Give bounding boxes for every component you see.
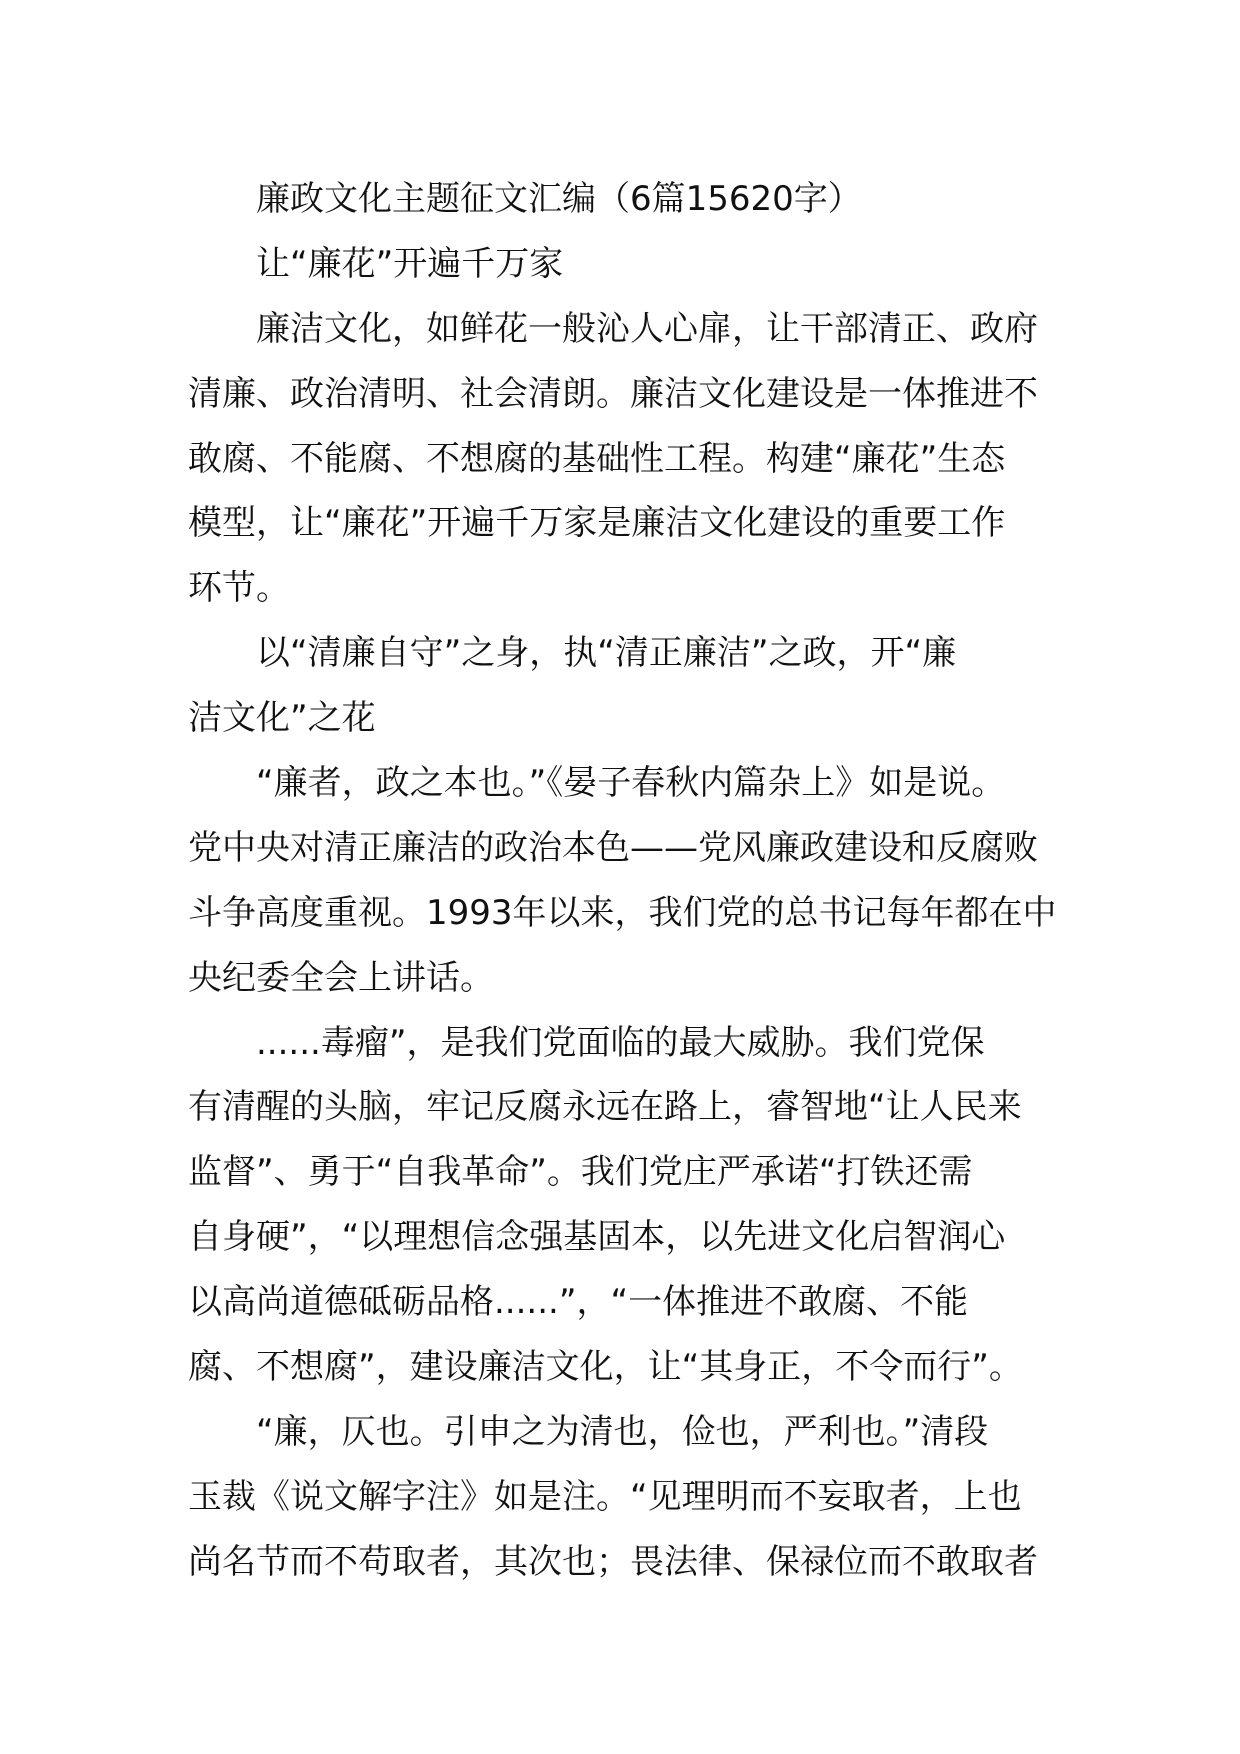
paragraph-line: “廉，仄也。引申之为清也，俭也，严利也。”清段 bbox=[256, 1411, 989, 1452]
paragraph-line: ......毒瘤”，是我们党面临的最大威胁。我们党保 bbox=[256, 1022, 985, 1063]
paragraph-line: “廉者，政之本也。”《晏子春秋内篇杂上》如是说。 bbox=[256, 763, 1006, 804]
paragraph-line: 党中央对清正廉洁的政治本色——党风廉政建设和反腐败 bbox=[188, 827, 1038, 868]
paragraph-line: 清廉、政治清明、社会清朗。廉洁文化建设是一体推进不 bbox=[188, 373, 1038, 414]
section-heading: 让“廉花”开遍千万家 bbox=[256, 243, 564, 284]
paragraph-line: 廉洁文化，如鲜花一般沁人心扉，让干部清正、政府 bbox=[256, 308, 1038, 349]
subheading-line: 洁文化”之花 bbox=[188, 698, 376, 739]
paragraph-line: 腐、不想腐”，建设廉洁文化，让“其身正，不令而行”。 bbox=[188, 1347, 1023, 1388]
paragraph-line: 自身硬”，“以理想信念强基固本，以先进文化启智润心 bbox=[188, 1217, 1006, 1258]
paragraph-line: 有清醒的头脑，牢记反腐永远在路上，睿智地“让人民来 bbox=[188, 1087, 1022, 1128]
paragraph-line: 玉裁《说文解字注》如是注。“见理明而不妄取者，上也 bbox=[188, 1476, 1022, 1517]
paragraph-line: 斗争高度重视。1993年以来，我们党的总书记每年都在中 bbox=[188, 892, 1057, 933]
paragraph-line: 监督”、勇于“自我革命”。我们党庄严承诺“打铁还需 bbox=[188, 1152, 973, 1193]
paragraph-line: 环节。 bbox=[188, 568, 290, 609]
paragraph-line: 以高尚道德砥砺品格......”，“一体推进不敢腐、不能 bbox=[188, 1282, 969, 1323]
document-body bbox=[188, 170, 1068, 1598]
paragraph-line: 敢腐、不能腐、不想腐的基础性工程。构建“廉花”生态 bbox=[188, 438, 1006, 479]
subheading-line: 以“清廉自守”之身，执“清正廉洁”之政，开“廉 bbox=[256, 633, 957, 674]
paragraph-line: 尚名节而不苟取者，其次也；畏法律、保禄位而不敢取者 bbox=[188, 1541, 1038, 1582]
document-title: 廉政文化主题征文汇编（6篇15620字） bbox=[256, 179, 862, 219]
paragraph-line: 央纪委全会上讲话。 bbox=[188, 957, 494, 998]
paragraph-line: 模型，让“廉花”开遍千万家是廉洁文化建设的重要工作 bbox=[188, 503, 1006, 544]
